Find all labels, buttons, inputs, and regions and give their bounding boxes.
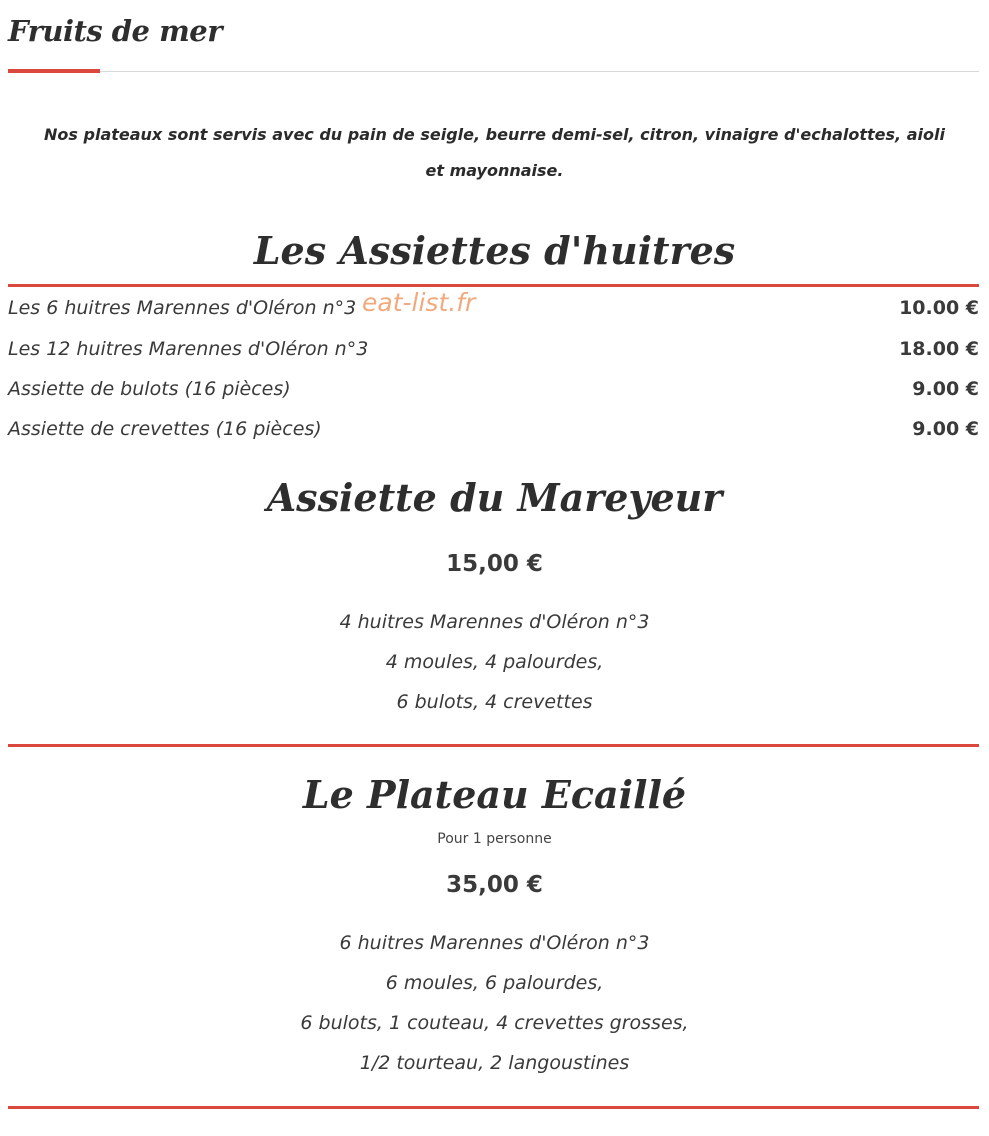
section-divider <box>8 744 979 747</box>
watermark-text: eat-list.fr <box>362 288 476 317</box>
menu-item-price: 18.00 € <box>899 338 979 360</box>
ecaille-description <box>0 923 989 1083</box>
description-line: 6 moules, 6 palourdes, <box>385 972 604 994</box>
menu-item <box>8 334 979 364</box>
section-title-ecaille: Le Plateau Ecaillé <box>302 772 687 817</box>
menu-item-name: Les 12 huitres Marennes d'Oléron n°3 <box>8 338 369 360</box>
mareyeur-description <box>0 602 989 722</box>
description-line: 4 huitres Marennes d'Oléron n°3 <box>339 611 650 633</box>
section-divider <box>8 1106 979 1109</box>
section-divider <box>8 284 979 287</box>
description-line: 6 bulots, 1 couteau, 4 crevettes grosses, <box>300 1012 689 1034</box>
section-title-assiettes: Les Assiettes d'huitres <box>253 228 736 273</box>
menu-item-name: Assiette de bulots (16 pièces) <box>8 378 291 400</box>
page-title: Fruits de mer <box>8 14 223 48</box>
menu-item-name: Les 6 huitres Marennes d'Oléron n°3 <box>8 297 357 319</box>
ecaille-price: 35,00 € <box>446 872 543 898</box>
menu-item <box>8 374 979 404</box>
description-line: 6 bulots, 4 crevettes <box>396 691 593 713</box>
title-accent-bar <box>8 69 100 73</box>
menu-item-name: Assiette de crevettes (16 pièces) <box>8 418 322 440</box>
menu-item-price: 9.00 € <box>912 418 979 440</box>
description-line: 4 moules, 4 palourdes, <box>385 651 604 673</box>
menu-item <box>8 293 979 323</box>
mareyeur-price: 15,00 € <box>446 551 543 577</box>
intro-text: Nos plateaux sont servis avec du pain de seigle, beurre demi-sel, citron, vinaigre d'echalottes, aioli et mayonnaise. <box>44 125 945 180</box>
description-line: 6 huitres Marennes d'Oléron n°3 <box>339 932 650 954</box>
title-divider <box>8 71 979 72</box>
menu-item <box>8 414 979 444</box>
ecaille-subtitle: Pour 1 personne <box>437 831 552 847</box>
menu-item-price: 9.00 € <box>912 378 979 400</box>
section-title-mareyeur: Assiette du Mareyeur <box>266 475 723 520</box>
menu-item-price: 10.00 € <box>899 297 979 319</box>
description-line: 1/2 tourteau, 2 langoustines <box>359 1052 630 1074</box>
